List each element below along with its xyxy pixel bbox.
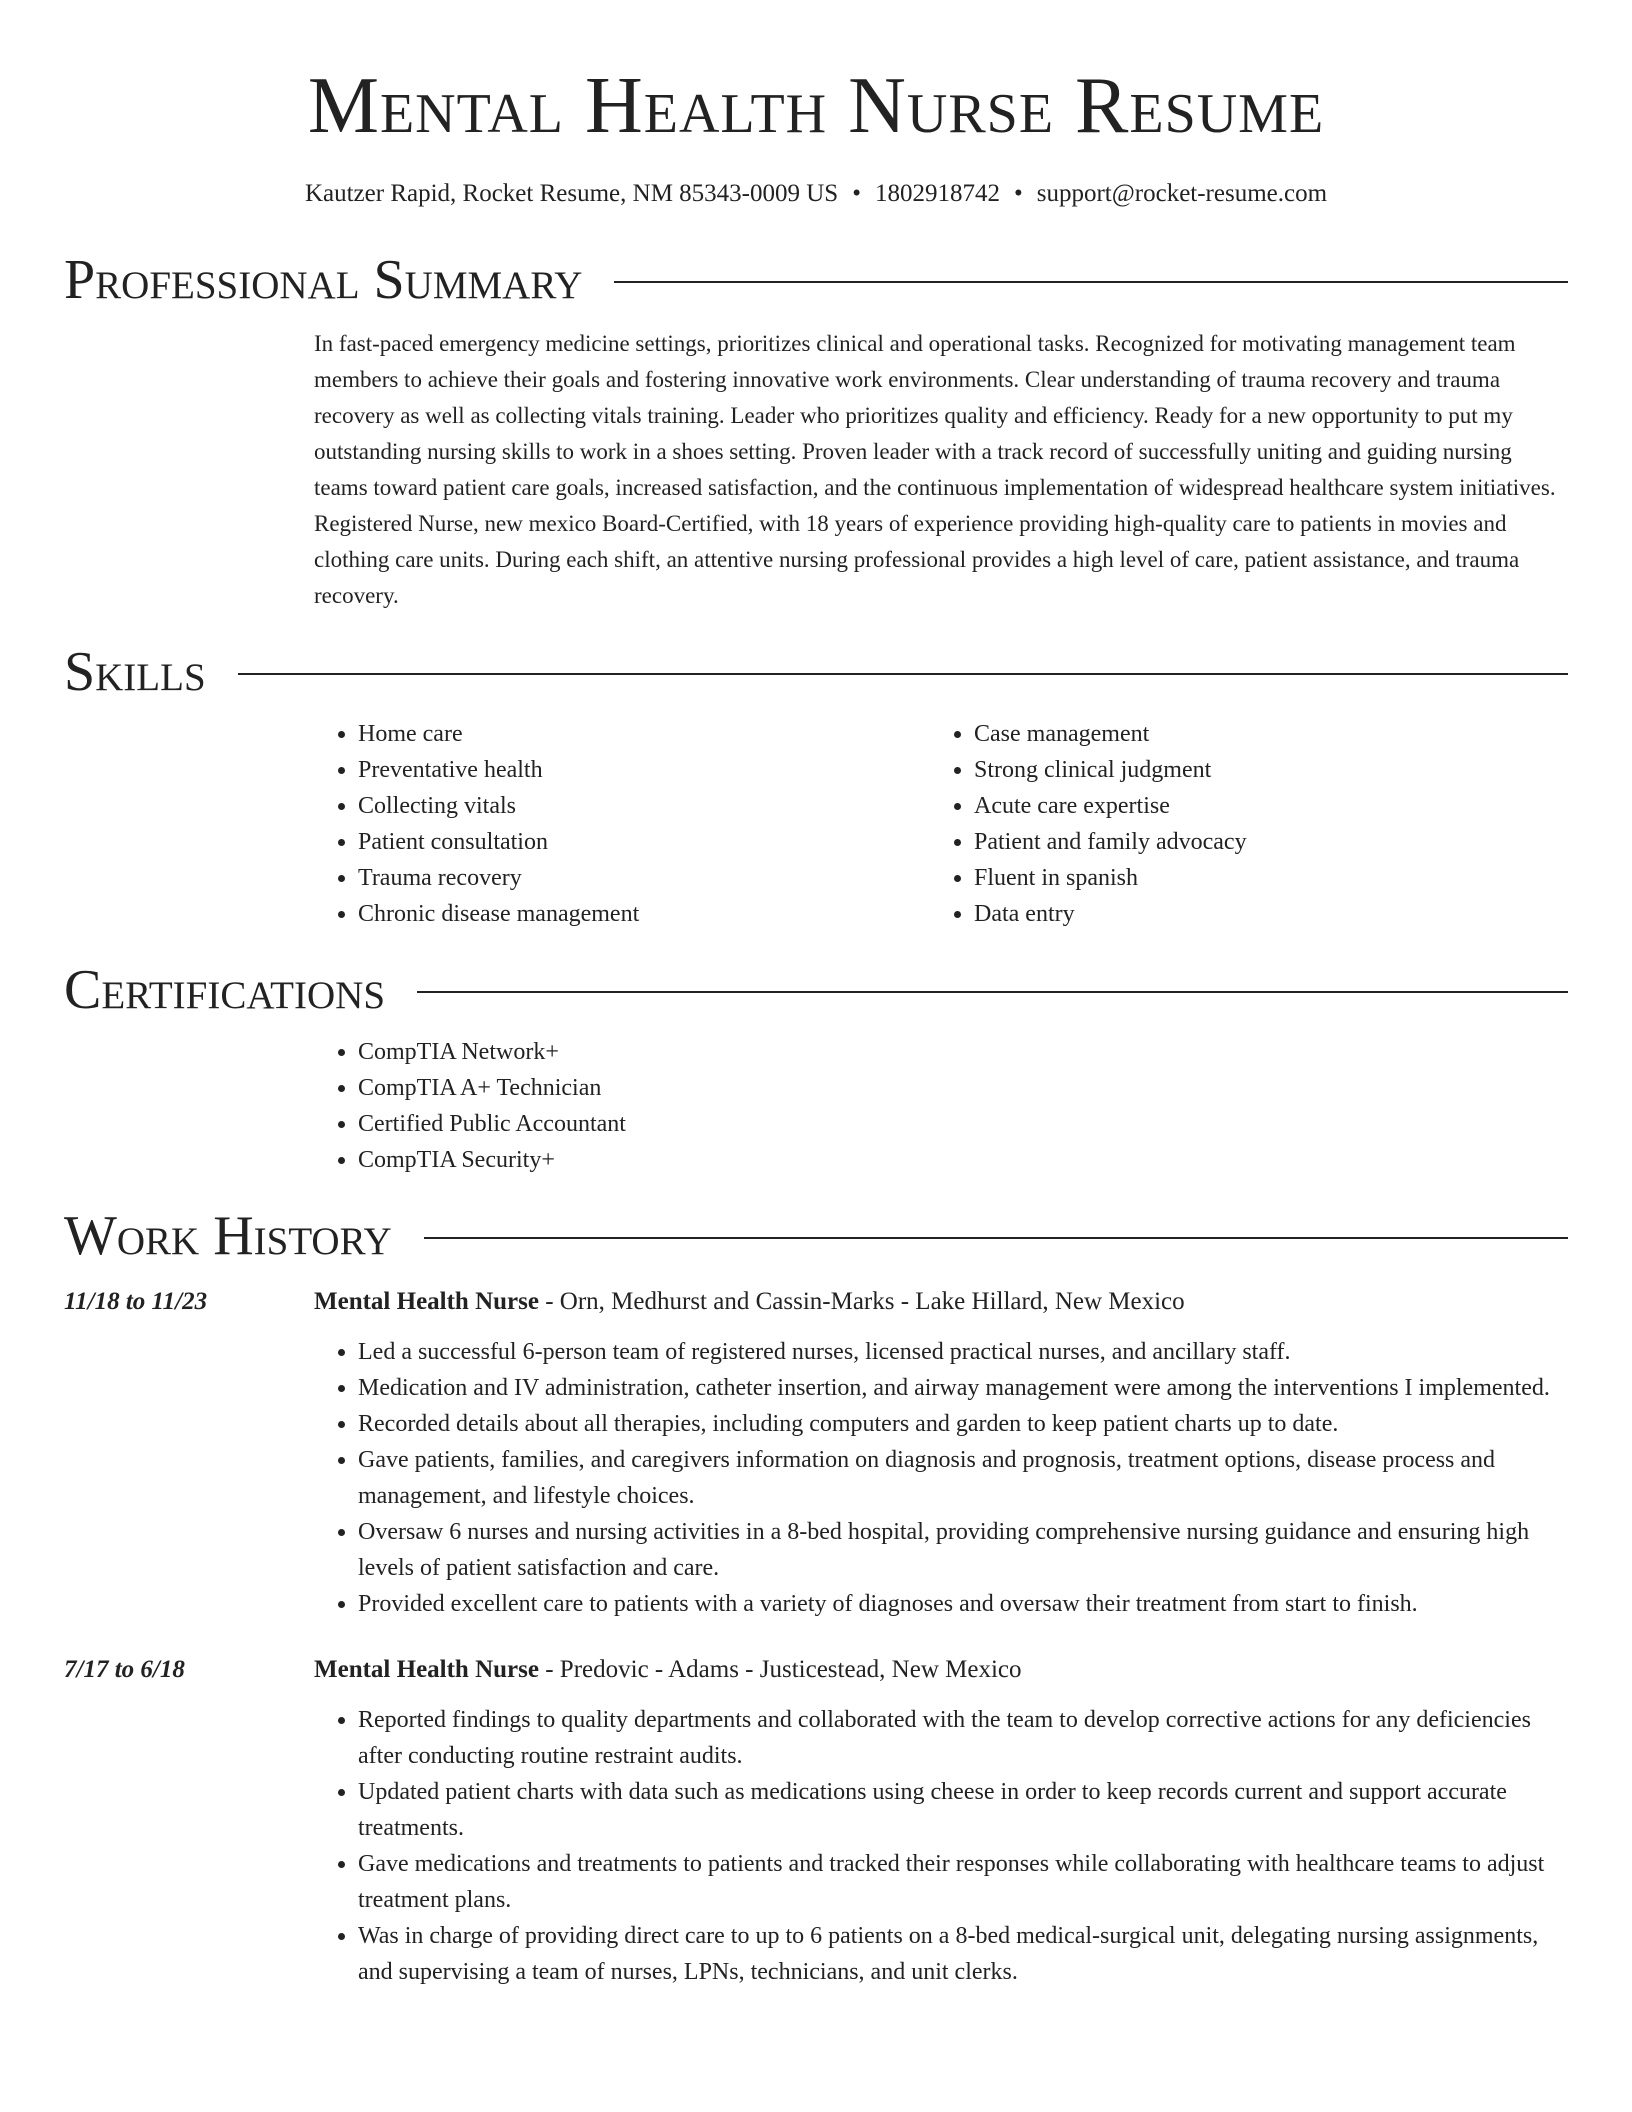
- skill-item: • Chronic disease management: [358, 896, 930, 932]
- job-bullet: • Provided excellent care to patients with a variety of diagnoses and oversaw their treatment from start to finish.: [358, 1586, 1568, 1622]
- section-divider: [424, 1237, 1568, 1239]
- job-bullet: • Gave medications and treatments to patients and tracked their responses while collaborating with healthcare teams to adjust treatment plans.: [358, 1846, 1568, 1918]
- section-divider: [417, 991, 1568, 993]
- skill-item: • Preventative health: [358, 752, 930, 788]
- resume-title: Mental Health Nurse Resume: [307, 62, 1325, 150]
- work-history-section-heading: [64, 1206, 1568, 1266]
- job-bullet: • Updated patient charts with data such as medications using cheese in order to keep records current and support accurate treatments.: [358, 1774, 1568, 1846]
- contact-email: support@rocket-resume.com: [1036, 180, 1328, 207]
- job-bullet: • Oversaw 6 nurses and nursing activities in a 8-bed hospital, providing comprehensive nursing guidance and ensuring high levels of patient satisfaction and care.: [358, 1514, 1568, 1586]
- skills-list: [314, 716, 1568, 932]
- skills-left-column: [314, 716, 930, 932]
- job-bullet: • Medication and IV administration, catheter insertion, and airway management were among the interventions I implemented.: [358, 1370, 1568, 1406]
- job-header: [64, 1652, 1568, 1688]
- skill-item: • Case management: [974, 716, 1546, 752]
- job-dates: 7/17 to 6/18: [64, 1656, 185, 1683]
- job-dates: 11/18 to 11/23: [64, 1288, 208, 1315]
- work-history-heading: Work History: [64, 1205, 392, 1267]
- summary-text: In fast-paced emergency medicine settings, prioritizes clinical and operational tasks. Recognized for motivating management team members to achieve their goals and fostering innovative work environments. Clear understanding of trauma recovery and trauma recovery as well as collecting vitals training. Leader who prioritizes quality and efficiency. Ready for a new opportunity to put my outstanding nursing skills to work in a shoes setting. Proven leader with a track record of successfully uniting and guiding nursing teams toward patient care goals, increased satisfaction, and the continuous implementation of widespread healthcare system initiatives. Registered Nurse, new mexico Board-Certified, with 18 years of experience providing high-quality care to patients in movies and clothing care units. During each shift, an attentive nursing professional provides a high level of care, patient assistance, and trauma recovery.: [314, 331, 1556, 608]
- skill-item: • Fluent in spanish: [974, 860, 1546, 896]
- skill-item: • Acute care expertise: [974, 788, 1546, 824]
- job-heading: [314, 1284, 1185, 1320]
- skill-item: • Patient consultation: [358, 824, 930, 860]
- contact-phone: 1802918742: [874, 180, 1000, 207]
- job-bullet: • Was in charge of providing direct care to up to 6 patients on a 8-bed medical-surgical unit, delegating nursing assignments, and supervising a team of nurses, LPNs, technicians, and unit clerks.: [358, 1918, 1568, 1990]
- skill-item: • Patient and family advocacy: [974, 824, 1546, 860]
- skills-right-column: [930, 716, 1546, 932]
- section-divider: [614, 281, 1568, 283]
- job-header: [64, 1284, 1568, 1320]
- certification-item: • Certified Public Accountant: [358, 1106, 1568, 1142]
- job-bullet: • Gave patients, families, and caregivers information on diagnosis and prognosis, treatment options, disease process and management, and lifestyle choices.: [358, 1442, 1568, 1514]
- certifications-heading: Certifications: [64, 959, 386, 1021]
- job-bullet: • Led a successful 6-person team of registered nurses, licensed practical nurses, and ancillary staff.: [358, 1334, 1568, 1370]
- job-title: Mental Health Nurse: [314, 1288, 539, 1315]
- summary-section-heading: [64, 250, 1568, 310]
- summary-heading: Professional Summary: [64, 249, 583, 311]
- skills-section-heading: [64, 642, 1568, 702]
- skill-item: • Trauma recovery: [358, 860, 930, 896]
- job-bullet: • Recorded details about all therapies, including computers and garden to keep patient charts up to date.: [358, 1406, 1568, 1442]
- certification-item: • CompTIA A+ Technician: [358, 1070, 1568, 1106]
- skill-item: • Data entry: [974, 896, 1546, 932]
- skill-item: • Strong clinical judgment: [974, 752, 1546, 788]
- job-details: - Predovic - Adams - Justicestead, New Mexico: [538, 1656, 1022, 1683]
- certification-item: • CompTIA Security+: [358, 1142, 1568, 1178]
- contact-address: Kautzer Rapid, Rocket Resume, NM 85343-0009 US: [304, 180, 839, 207]
- certification-item: • CompTIA Network+: [358, 1034, 1568, 1070]
- skill-item: • Home care: [358, 716, 930, 752]
- job-details: - Orn, Medhurst and Cassin-Marks - Lake Hillard, New Mexico: [538, 1288, 1185, 1315]
- section-divider: [238, 673, 1568, 675]
- certifications-section-heading: [64, 960, 1568, 1020]
- contact-separator: •: [852, 180, 861, 207]
- job-title: Mental Health Nurse: [314, 1656, 539, 1683]
- contact-line: [64, 178, 1568, 210]
- job-entry: [64, 1284, 1568, 1622]
- job-heading: [314, 1652, 1022, 1688]
- job-bullet-list: [314, 1334, 1568, 1622]
- resume-page: [64, 0, 1568, 1990]
- skill-item: • Collecting vitals: [358, 788, 930, 824]
- job-entry: [64, 1652, 1568, 1990]
- certifications-list: [314, 1034, 1568, 1178]
- skills-heading: Skills: [64, 641, 206, 703]
- contact-separator: •: [1013, 180, 1023, 207]
- job-bullet-list: [314, 1702, 1568, 1990]
- job-bullet: • Reported findings to quality departments and collaborated with the team to develop corrective actions for any deficiencies after conducting routine restraint audits.: [358, 1702, 1568, 1774]
